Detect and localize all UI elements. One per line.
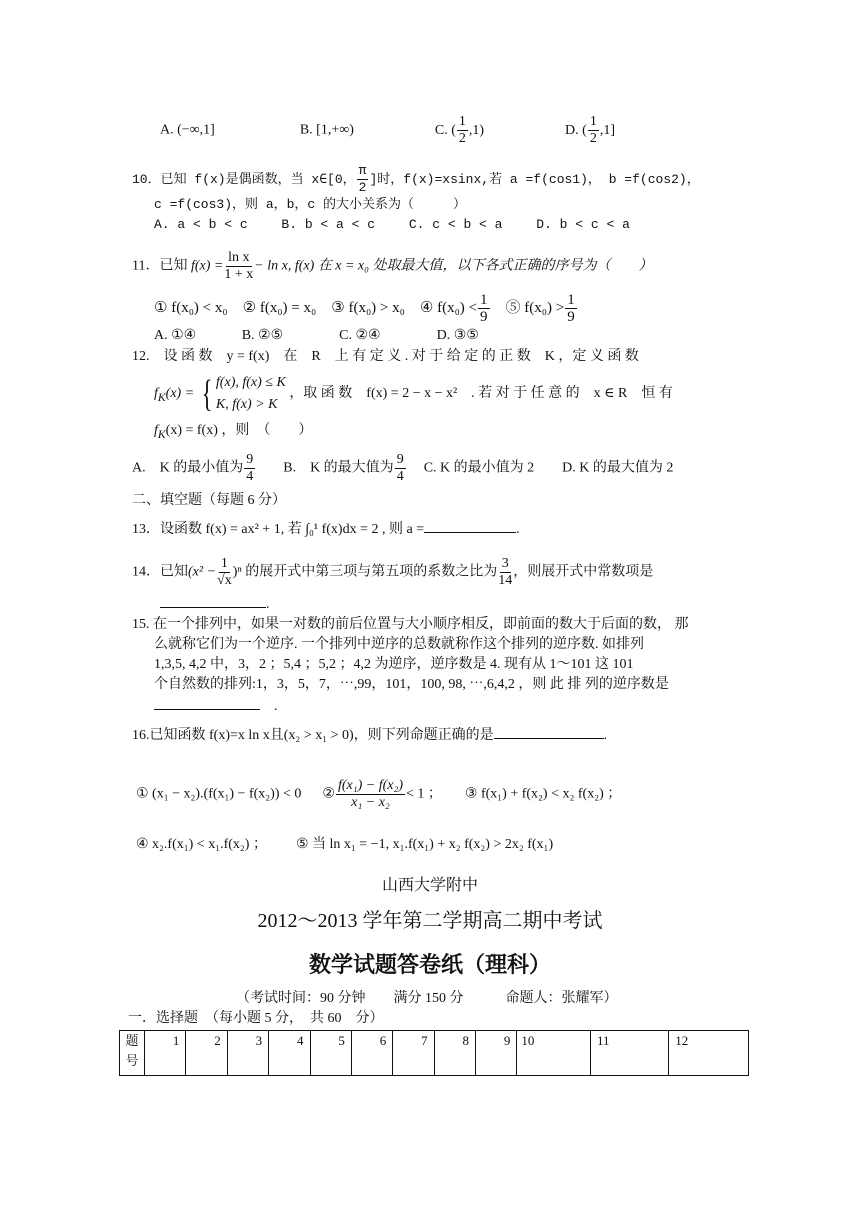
answer-table [119,1030,749,1076]
question-12-line2: $f_K(x)$ = { f(x), f(x) ≤ K K, f(x) > K ，取 函 数 f(x) = 2 − x − x² . 若 对 于 任 意 的 x ∈ R 恒 有 [154,373,673,415]
q9-option-d: D. ( $\frac{1}{2}$ ,1] [565,114,615,146]
section-1-heading: 一．选择题 （每小题 5 分， 共 60 分） [128,1011,384,1026]
answer-cell-4[interactable]: 4 [269,1031,310,1076]
q9-option-c: C. ( $\frac{1}{2}$ ,1) [434,114,485,146]
answer-cell-3[interactable]: 3 [227,1031,268,1076]
question-16-stem: 16.已知函数 f(x)=x ln x且(x₂ > x₁ > 0)，则下列命题正确的是 . [132,728,608,743]
question-12-line1: 12. 设 函 数 y = f(x) 在 R 上 有 定 义 . 对 于 给 定 的 正 数 K ，定 义 函 数 [132,349,639,364]
question-11-stem: 11．已知 f(x) = $\frac{\text{ln x}}{1 + x}$ − ln x, f(x) 在 x = x₀ 处取最大值，以下各式正确的序号为（ ） [132,250,653,282]
question-16-choices-row1: ① (x₁ − x₂).(f(x₁) − f(x₂)) < 0 ② $\frac{\text{f(x₁) − f(x₂)}}{\text{x₁ − x₂}}$ < 1 ； ③ f(x₁) + f(x₂) < x₂ f(x₂) ； [136,778,622,810]
q9-option-a: A. (−∞,1] [160,122,215,138]
answer-cell-10[interactable]: 10 [517,1031,591,1076]
answer-cell-1[interactable]: 1 [145,1031,186,1076]
answer-cell-12[interactable]: 12 [669,1031,749,1076]
q16-answer-blank[interactable] [494,738,604,739]
q14-answer-blank[interactable] [160,607,266,608]
question-15-line1: 15. 在一个排列中，如果一对数的前后位置与大小顺序相反，即前面的数大于后面的数， 那 [132,617,689,632]
answer-cell-7[interactable]: 7 [393,1031,434,1076]
answer-cell-11[interactable]: 11 [590,1031,668,1076]
question-15-line3: 1,3,5, 4,2 中，3，2 ；5,4 ；5,2 ；4,2 为逆序，逆序数是 4. 现有从 1～101 这 101 [154,657,634,672]
question-12-line3: $f_K(x) = f(x)$ ，则 （ ） [154,423,313,441]
answer-sheet-title: 数学试题答卷纸（理科） [308,953,551,978]
q13-answer-blank[interactable] [424,532,516,533]
q9-option-b: B. [1,+∞) [299,122,354,138]
question-10-line1: 10．已知 f(x)是偶函数，当 x∈[0， $\frac{\pi}{2}$ ]时，f(x)=xsinx,若 a =f(cos1)， b =f(cos2)， [132,163,700,195]
question-10-line2: c =f(cos3)，则 a，b，c 的大小关系为（ ） [154,197,467,212]
table-row [120,1031,749,1076]
question-14: 14．已知(x² − $\frac{1}{√x}$ )ⁿ 的展开式中第三项与第五项的系数之比为 $\frac{3}{14}$ ，则展开式中常数项是 [132,556,654,588]
answer-cell-5[interactable]: 5 [310,1031,351,1076]
question-11-choices: ① f(x₀) < x₀ ② f(x₀) = x₀ ③ f(x₀) > x₀ ④ f(x₀) < $\frac{1}{9}$ ⑤ f(x₀) > $\frac{1}{9}$ [154,292,575,325]
question-11-options: A. ①④ B. ②⑤ C. ②④ D. ③⑤ [154,328,479,343]
answer-cell-6[interactable]: 6 [351,1031,392,1076]
question-15-line4: 个自然数的排列:1，3，5，7，⋯,99，101，100, 98, ⋯,6,4,2 ，则 此 排 列的逆序数是 [154,677,669,692]
q15-answer-line: . [154,698,278,716]
exam-title: 2012～2013 学年第二学期高二期中考试 [257,910,603,932]
answer-cell-8[interactable]: 8 [434,1031,475,1076]
table-header-cell: 题号 [120,1031,145,1076]
answer-cell-9[interactable]: 9 [476,1031,517,1076]
question-15-line2: 么就称它们为一个逆序. 一个排列中逆序的总数就称作这个排列的逆序数. 如排列 [154,637,644,652]
school-name: 山西大学附中 [381,877,478,894]
q14-answer-line: . [160,596,270,614]
question-16-choices-row2: ④ x₂.f(x₁) < x₁.f(x₂) ； ⑤ 当 ln x₁ = −1, x₁.f(x₁) + x₂ f(x₂) > 2x₂ f(x₁) [136,837,554,852]
question-12-options: A. K 的最小值为 $\frac{9}{4}$ B. K 的最大值为 $\frac{9}{4}$ C. K 的最小值为 2 D. K 的最大值为 2 [132,452,674,484]
q9-options [160,114,615,147]
exam-info: （考试时间：90 分钟 满分 150 分 命题人：张耀军） [236,991,618,1006]
question-13: 13．设函数 f(x) = ax² + 1, 若 ∫₀¹ f(x)dx = 2 , 则 a = . [132,522,520,537]
answer-cell-2[interactable]: 2 [186,1031,227,1076]
q15-answer-blank[interactable] [154,709,260,710]
question-10-options: A. a < b < c B. b < a < c C. c < b < a D. b < c < a [154,217,630,232]
section-2-heading: 二、填空题（每题 6 分） [132,493,286,508]
